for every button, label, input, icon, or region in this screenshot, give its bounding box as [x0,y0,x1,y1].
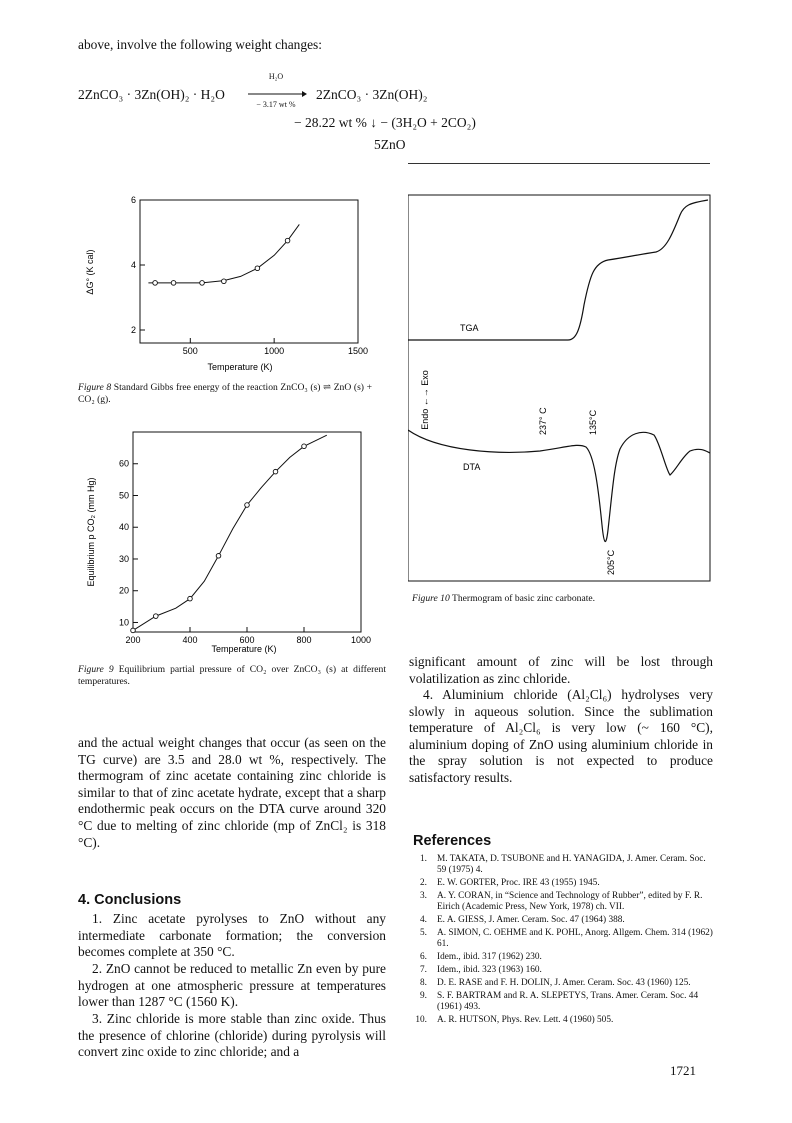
reaction-arrow [246,88,308,100]
reference-number: 1. [420,854,427,864]
fig8-x-tick-label: 1500 [347,346,369,356]
fig9-y-tick-label: 10 [118,617,129,628]
right-paragraph: significant amount of zinc will be lost through volatilization as zinc chloride. [409,654,713,686]
figure-8-caption [78,382,372,406]
conclusion-3: 3. Zinc chloride is more stable than zinc oxide. Thus the presence of chlorine (chloride) during pyrolysis will convert zinc oxide to zinc chloride; and a [78,1011,386,1060]
equation-step2: − 28.22 wt % ↓ − (3H₂O + 2CO₂) [294,115,476,130]
fig9-x-tick-label: 800 [296,635,312,645]
reference-item [409,854,715,877]
fig8-curve [148,224,299,283]
equation-final: 5ZnO [374,137,406,152]
fig8-y-axis-label: ΔG° (K cal) [85,249,95,295]
fig9-y-tick-label: 30 [118,553,129,564]
fig8-y-tick-label: 2 [130,325,136,335]
reference-number: 9. [420,991,427,1002]
reference-item [409,965,715,976]
reference-text: A. R. HUTSON, Phys. Rev. Lett. 4 (1960) 505. [437,1015,614,1026]
fig9-x-tick-label: 200 [125,635,141,645]
fig9-data-point [273,469,278,474]
equation-arrow-top: H₂O [268,72,284,81]
fig8-x-tick-label: 500 [182,346,198,356]
figure-9-caption-label: Figure 9 [78,664,114,675]
figure-9-caption [78,664,386,688]
reference-text: S. F. BARTRAM and R. A. SLEPETYS, Trans. Amer. Ceram. Soc. 44 (1961) 493. [437,991,699,1013]
fig8-data-point [153,281,158,286]
reference-text: E. A. GIESS, J. Amer. Ceram. Soc. 47 (1964) 388. [437,915,625,926]
reference-list [409,854,715,1028]
reference-text: Idem., ibid. 323 (1963) 160. [437,965,542,976]
conclusion-2: 2. ZnO cannot be reduced to metallic Zn even by pure hydrogen at one atmospheric pressure at temperatures lower than 1287 °C (1560 K). [78,961,386,1010]
fig8-y-tick-label: 6 [130,195,136,205]
fig8-plot-frame [140,200,358,343]
reference-number: 7. [420,965,427,976]
dta-peak-label-135: 135°C [588,409,598,435]
figure-8-chart [78,190,378,375]
fig9-data-point [302,444,307,449]
fig9-plot-frame [133,432,361,632]
conclusions-heading: 4. Conclusions [78,892,182,908]
equation-reactant: 2ZnCO₃ · 3Zn(OH)₂ · H₂O [78,87,225,102]
reference-text: M. TAKATA, D. TSUBONE and H. YANAGIDA, J. Amer. Ceram. Soc. 59 (1975) 4. [437,854,706,876]
fig9-data-point [188,596,193,601]
conclusion-4: 4. Aluminium chloride (Al₂Cl₆) hydrolyses very slowly in aqueous solution. Since the sublimation temperature of Al₂Cl₆ is very low (~ 160 °C), aluminium doping of ZnO using aluminium chloride in the spray solution is not expected to produce satisfactory results. [409,687,713,785]
fig9-data-point [154,614,159,619]
figure-9-caption-text: Equilibrium partial pressure of CO₂ over ZnCO₃ (s) at different temperatures. [78,664,386,687]
reference-item [409,891,715,914]
dta-curve [408,430,710,541]
fig10-axis-label: Endo ←→ Exo [420,370,430,430]
fig9-x-tick-label: 600 [239,635,255,645]
intro-line: above, involve the following weight changes: [78,37,322,52]
figure-10-caption-text: Thermogram of basic zinc carbonate. [451,593,596,604]
tga-curve [408,200,708,340]
divider-line [408,163,710,164]
reference-item [409,878,715,889]
page-number: 1721 [670,1063,696,1078]
fig8-y-tick-label: 4 [130,260,136,270]
fig9-x-tick-label: 400 [182,635,198,645]
fig9-x-axis-label: Temperature (K) [211,644,277,654]
conclusion-1: 1. Zinc acetate pyrolyses to ZnO without any intermediate carbonate formation; the conversion becomes complete at 350 °C. [78,911,386,960]
reference-item [409,978,715,989]
fig8-x-axis-label: Temperature (K) [207,362,273,372]
fig10-frame [408,195,710,581]
reference-number: 5. [420,928,427,939]
reference-item [409,952,715,963]
reference-item [409,928,715,951]
tga-label: TGA [460,323,479,333]
figure-9-chart [78,422,378,654]
fig9-curve [133,435,327,630]
dta-peak-label-237: 237° C [538,407,548,435]
fig9-x-tick-label: 1000 [350,635,372,645]
reference-text: Idem., ibid. 317 (1962) 230. [437,952,542,963]
fig8-data-point [200,281,205,286]
dta-peak-label-205: 205°C [606,549,616,575]
reference-number: 8. [420,978,427,989]
figure-8-caption-label: Figure 8 [78,382,112,393]
reference-number: 6. [420,952,427,963]
fig8-x-tick-label: 1000 [264,346,285,356]
figure-10-thermogram [408,185,718,585]
reference-number: 2. [420,878,427,889]
fig9-y-axis-label: Equilibrium p CO₂ (mm Hg) [86,477,96,587]
fig8-data-point [255,266,260,271]
fig9-data-point [245,503,250,508]
reference-text: A. SIMON, C. OEHME and K. POHL, Anorg. Allgem. Chem. 314 (1962) 61. [437,928,713,950]
fig8-data-point [285,238,290,243]
figure-10-caption [412,593,712,605]
reference-number: 3. [420,891,427,902]
fig8-data-point [222,279,227,284]
equation-product: 2ZnCO₃ · 3Zn(OH)₂ [316,87,428,102]
fig9-y-tick-label: 50 [118,490,129,501]
references-heading: References [413,833,492,849]
figure-8-caption-text: Standard Gibbs free energy of the reaction ZnCO₃ (s) ⇌ ZnO (s) + CO₂ (g). [78,382,373,405]
figure-10-caption-label: Figure 10 [412,593,450,604]
reference-text: A. Y. CORAN, in “Science and Technology of Rubber”, edited by F. R. Eirich (Academic Press, New York, 1978) ch. VII. [437,891,703,913]
fig9-data-point [131,628,136,633]
fig9-y-tick-label: 40 [118,522,129,533]
fig9-y-tick-label: 60 [118,458,129,469]
reference-text: D. E. RASE and F. H. DOLIN, J. Amer. Ceram. Soc. 43 (1960) 125. [437,978,691,989]
dta-label: DTA [463,462,481,472]
reference-item [409,915,715,926]
fig9-data-point [216,554,221,559]
reference-text: E. W. GORTER, Proc. IRE 43 (1955) 1945. [437,878,600,889]
left-paragraph: and the actual weight changes that occur (as seen on the TG curve) are 3.5 and 28.0 wt %, respectively. The thermogram of zinc acetate containing zinc chloride is similar to that of zinc acetate hydrate, except that a sharp endothermic peak occurs on the DTA curve around 320 °C due to melting of zinc chloride (mp of ZnCl₂ is 318 °C). [78,735,386,850]
equation-arrow-bottom: − 3.17 wt % [256,100,296,109]
reference-number: 10. [415,1015,427,1026]
reference-number: 4. [420,915,427,926]
fig8-data-point [171,281,176,286]
reference-item [409,991,715,1014]
fig9-y-tick-label: 20 [118,585,129,596]
reference-item [409,1015,715,1026]
